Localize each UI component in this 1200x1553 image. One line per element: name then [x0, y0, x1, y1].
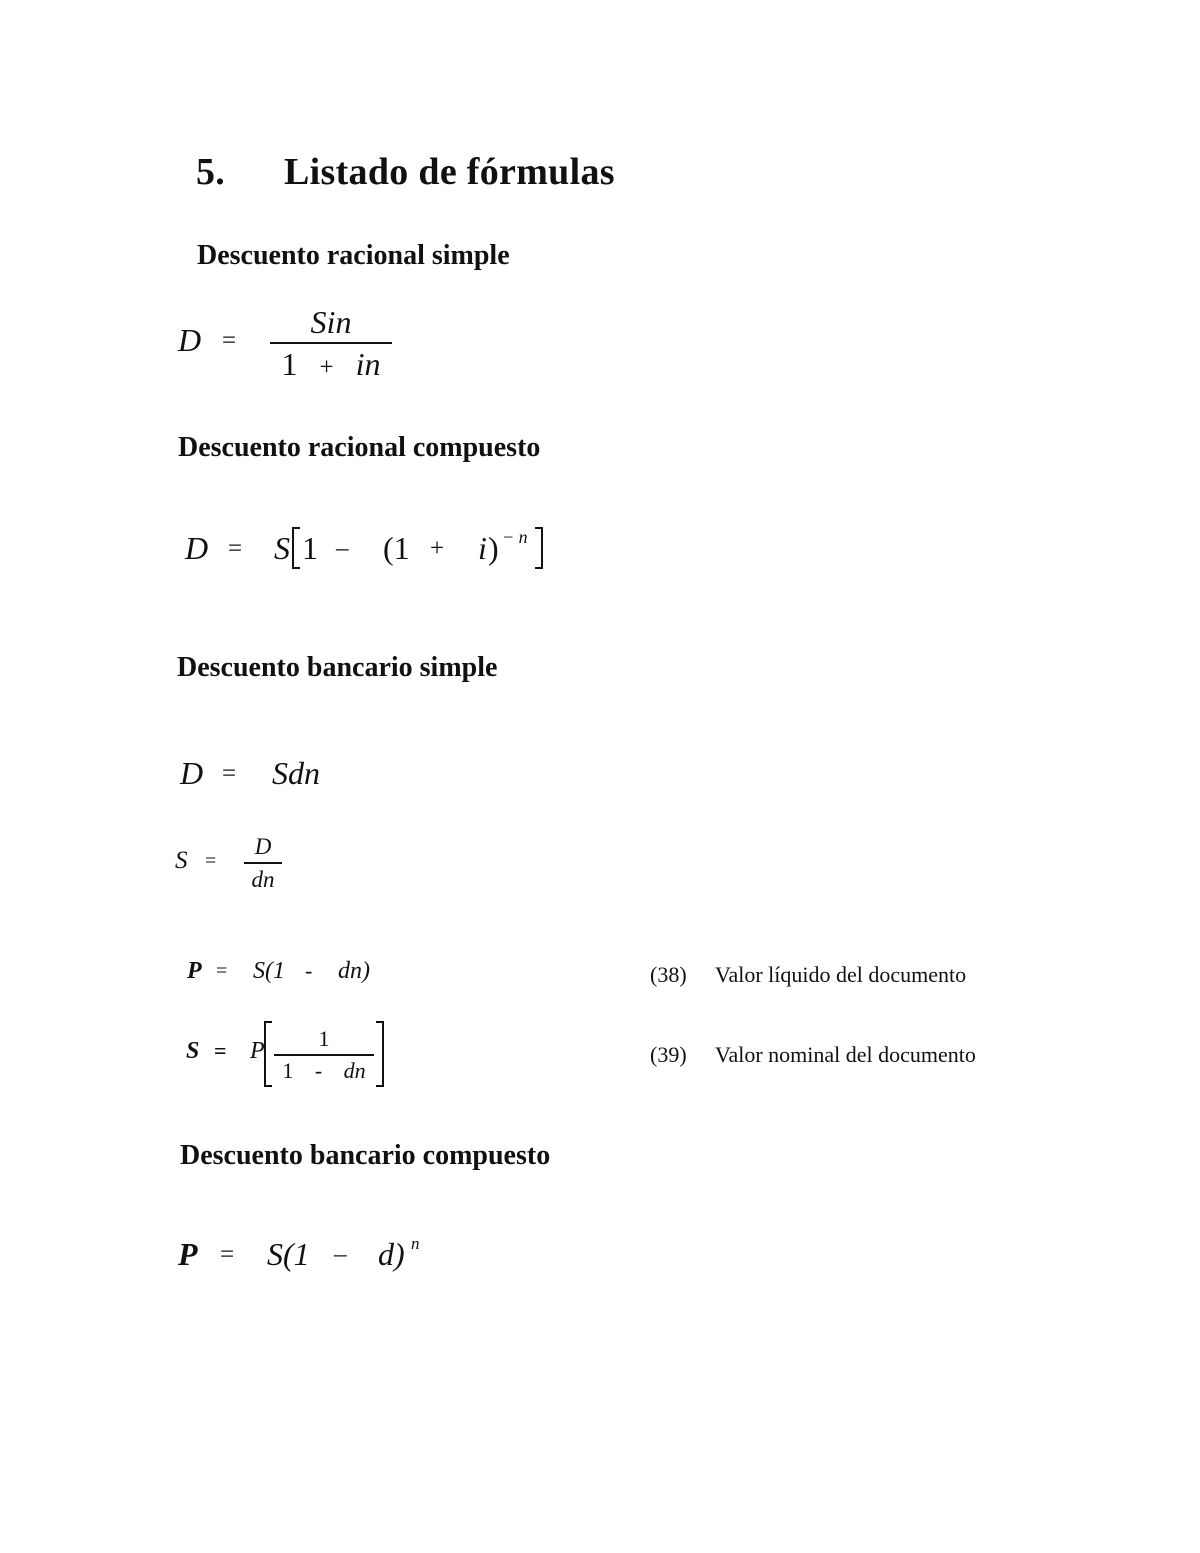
- fraction-denominator: dn: [251, 867, 275, 892]
- left-bracket: [262, 1020, 274, 1088]
- formula-d: d): [378, 1236, 405, 1272]
- section-number: 5.: [196, 151, 226, 193]
- equation-number: (38): [650, 962, 687, 987]
- formula-lhs: P: [178, 1236, 198, 1272]
- formula-rhs: Sdn: [272, 755, 320, 791]
- formula-lhs: S: [175, 847, 188, 874]
- fraction-denominator: [282, 1056, 365, 1086]
- formula-minus: -: [305, 958, 313, 983]
- heading-racional-compuesto: Descuento racional compuesto: [178, 432, 541, 463]
- formula-eq: =: [216, 960, 228, 982]
- right-bracket: [533, 526, 545, 570]
- heading-racional-simple: Descuento racional simple: [197, 240, 510, 271]
- formula-eq: =: [205, 850, 217, 872]
- left-bracket: [290, 526, 302, 570]
- equation-number: (39): [650, 1042, 687, 1067]
- formula-eq: =: [214, 1038, 227, 1063]
- formula-dn: dn): [338, 958, 370, 984]
- formula-eq: =: [228, 535, 243, 562]
- fraction-numerator: Sin: [310, 304, 352, 340]
- fraction-denominator: [282, 344, 381, 388]
- formula-one: 1: [302, 530, 318, 566]
- fraction-numerator: 1: [318, 1026, 330, 1051]
- formula-lhs: S: [186, 1038, 200, 1064]
- den-in: in: [355, 346, 381, 382]
- fraction: [244, 832, 282, 896]
- den-dn: dn: [343, 1058, 366, 1083]
- formula-exponent: − n: [502, 527, 528, 547]
- formula-description: Valor nominal del documento: [715, 1042, 976, 1067]
- formula-minus: –: [336, 535, 349, 562]
- formula-eq: =: [222, 760, 237, 787]
- formula-description: Valor líquido del documento: [715, 962, 967, 987]
- fraction: [270, 302, 392, 388]
- formula-p: P: [250, 1038, 265, 1064]
- fraction: [274, 1024, 374, 1086]
- formula-paren-open: (1: [383, 530, 410, 566]
- formula-s: S(1: [267, 1236, 310, 1272]
- den-minus: -: [314, 1058, 323, 1083]
- formula-s: [253, 958, 285, 985]
- formula-lhs: D: [185, 530, 209, 566]
- page-title: Listado de fórmulas: [284, 151, 615, 193]
- formula-eq: =: [222, 327, 237, 354]
- s-term: S(1: [253, 958, 285, 984]
- formula-eq: =: [220, 1241, 235, 1268]
- formula-exponent: n: [411, 1234, 420, 1253]
- right-bracket: [374, 1020, 386, 1088]
- den-plus: +: [319, 354, 334, 381]
- heading-bancario-compuesto: Descuento bancario compuesto: [180, 1140, 551, 1171]
- formula-lhs: D: [180, 755, 204, 791]
- formula-lhs: D: [178, 322, 202, 358]
- formula-plus: +: [430, 535, 445, 562]
- den-one: 1: [281, 346, 298, 382]
- formula-s: S: [274, 530, 290, 566]
- formula-minus: –: [334, 1241, 347, 1268]
- fraction-numerator: D: [254, 834, 272, 859]
- den-one: 1: [282, 1058, 294, 1083]
- formula-paren-close: ): [488, 530, 499, 566]
- formula-i: i: [478, 530, 487, 566]
- heading-bancario-simple: Descuento bancario simple: [177, 652, 498, 683]
- formula-lhs: P: [187, 958, 202, 984]
